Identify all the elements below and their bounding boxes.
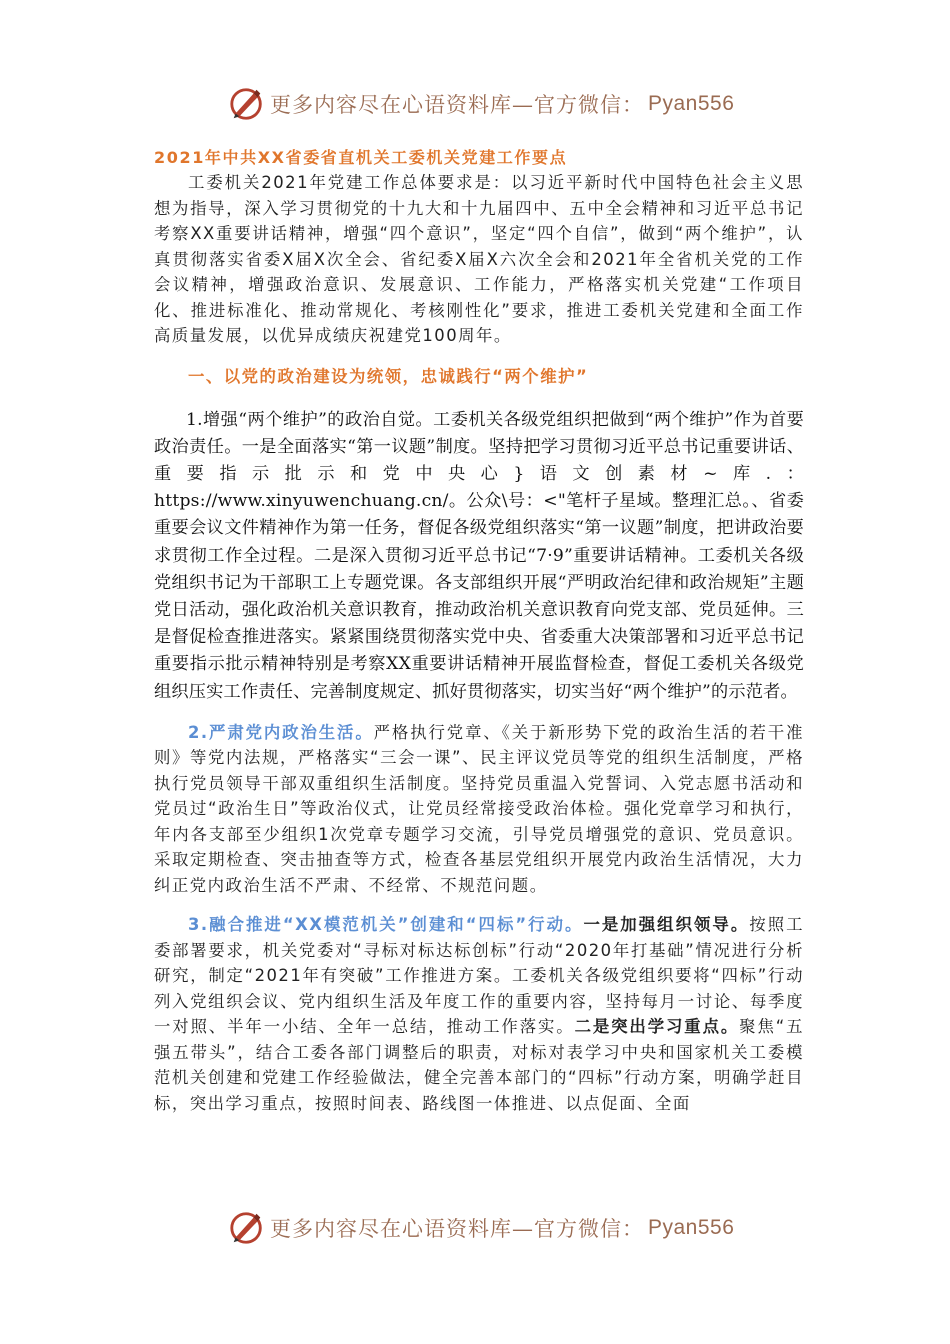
document-body	[154, 146, 804, 1116]
item-3-heading: 3.融合推进“XX模范机关”创建和“四标”行动。	[188, 915, 584, 935]
item-2-paragraph	[154, 720, 804, 899]
item-2-heading: 2.严肃党内政治生活。	[188, 722, 374, 742]
pen-logo-icon	[228, 85, 266, 123]
banner-text: 更多内容尽在心语资料库—官方微信：	[270, 1217, 644, 1241]
pen-logo-icon	[228, 1209, 266, 1247]
item-3-body-1: 按照工委部署要求，机关党委对“寻标对标达标创标”行动“2020年打基础”情况进行分析研究，制定“2021年有突破”工作推进方案。工委机关各级党组织要将“四标”行动列入党组织会议、党内组织生活及年度工作的重要内容，坚持每月一讨论、每季度一对照、半年一小结、全年一总结，推动工作落实。	[154, 915, 805, 1037]
item-2-body: 严格执行党章、《关于新形势下党的政治生活的若干准则》等党内法规，严格落实“三会一课”、民主评议党员等党的组织生活制度，严格执行党员领导干部双重组织生活制度。坚持党员重温入党誓词、入党志愿书活动和党员过“政治生日”等政治仪式，让党员经常接受政治体检。强化党章学习和执行，年内各支部至少组织1次党章专题学习交流，引导党员增强党的意识、党员意识。采取定期检查、突击抽查等方式，检查各基层党组织开展党内政治生活情况，大力纠正党内政治生活不严肃、不经常、不规范问题。	[154, 722, 804, 895]
item-3-lead-1: 一是加强组织领导。	[583, 915, 750, 935]
item-3-paragraph	[154, 912, 804, 1116]
header-banner	[228, 82, 748, 126]
item-3-lead-2: 二是突出学习重点。	[574, 1017, 740, 1037]
item-3-body-2: 聚焦“五强五带头”，结合工委各部门调整后的职责，对标对表学习中央和国家机关工委模范机关创建和党建工作经验做法，健全完善本部门的“四标”行动方案，明确学赶目标，突出学习重点，按照时间表、路线图一体推进、以点促面、全面	[154, 1017, 805, 1113]
item-1-paragraph: 1.增强“两个维护”的政治自觉。工委机关各级党组织把做到“两个维护”作为首要政治责任。一是全面落实“第一议题”制度。坚持把学习贯彻习近平总书记重要讲话、重要指示批示和党中央心}语文创素材~库.：https://www.xinyuwenchuang.cn/。公众\号：<"笔杆子星域。整理汇总。、省委重要会议文件精神作为第一任务，督促各级党组织落实“第一议题”制度，把讲政治要求贯彻工作全过程。二是深入贯彻习近平总书记“7·9”重要讲话精神。工委机关各级党组织书记为干部职工上专题党课。各支部组织开展“严明政治纪律和政治规矩”主题党日活动，强化政治机关意识教育，推动政治机关意识教育向党支部、党员延伸。三是督促检查推进落实。紧紧围绕贯彻落实党中央、省委重大决策部署和习近平总书记重要指示批示精神特别是考察XX重要讲话精神开展监督检查，督促工委机关各级党组织压实工作责任、完善制度规定、抓好贯彻落实，切实当好“两个维护”的示范者。	[154, 409, 804, 702]
banner-wechat-id: Pyan556	[648, 92, 735, 115]
banner-wechat-id: Pyan556	[648, 1216, 735, 1239]
intro-paragraph: 工委机关2021年党建工作总体要求是：以习近平新时代中国特色社会主义思想为指导，深入学习贯彻党的十九大和十九届四中、五中全会精神和习近平总书记考察XX重要讲话精神，增强“四个意识”，坚定“四个自信”，做到“两个维护”，认真贯彻落实省委X届X次全会、省纪委X届X六次全会和2021年全省机关党的工作会议精神，增强政治意识、发展意识、工作能力，严格落实机关党建“工作项目化、推进标准化、推动常规化、考核刚性化”要求，推进工委机关党建和全面工作高质量发展，以优异成绩庆祝建党100周年。	[154, 173, 804, 345]
section-1-heading: 一、以党的政治建设为统领，忠诚践行“两个维护”	[188, 366, 589, 386]
document-title: 2021年中共XX省委省直机关工委机关党建工作要点	[154, 148, 568, 167]
footer-banner	[228, 1206, 748, 1250]
banner-text: 更多内容尽在心语资料库—官方微信：	[270, 93, 644, 117]
